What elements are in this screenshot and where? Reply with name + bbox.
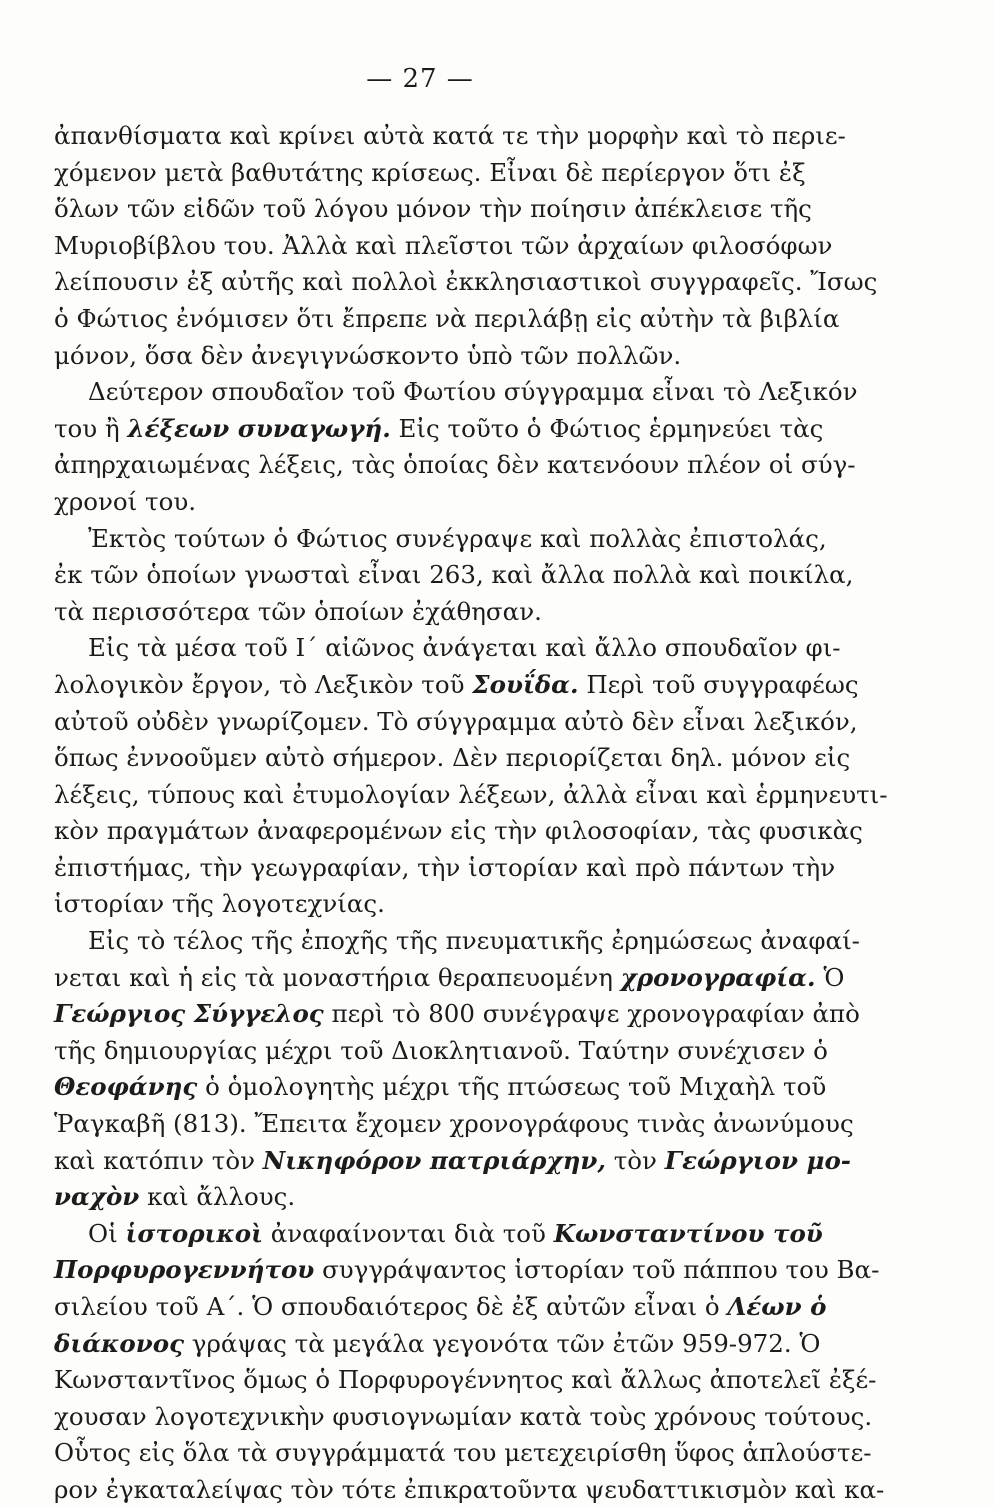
- emphasized-term: Πορφυρογεννήτου: [54, 1255, 315, 1285]
- text-line: [54, 557, 854, 594]
- text-segment: Ὁ: [815, 962, 845, 992]
- text-line: [54, 447, 856, 484]
- text-segment: λείπουσιν ἐξ αὐτῆς καὶ πολλοὶ ἐκκλησιαστικοὶ συγγραφεῖς. Ἴσως: [54, 267, 878, 297]
- text-line: [54, 155, 806, 192]
- text-segment: σιλείου τοῦ Α΄. Ὁ σπουδαιότερος δὲ ἐξ αὐτῶν εἶναι ὁ: [54, 1292, 728, 1321]
- text-segment: ἀναφαίνονται διὰ τοῦ: [262, 1218, 554, 1248]
- text-line: [54, 594, 794, 631]
- text-segment: του ἢ: [54, 413, 128, 443]
- text-segment: Εἰς τὸ τέλος τῆς ἐποχῆς τῆς πνευματικῆς ἐρημώσεως ἀναφαί-: [88, 926, 860, 956]
- text-line: [54, 1399, 873, 1436]
- text-line: [54, 923, 860, 960]
- text-segment: περὶ τὸ 800 συνέγραψε χρονογραφίαν ἀπὸ: [323, 999, 860, 1029]
- emphasized-term: λέξεων συναγωγή.: [127, 413, 391, 443]
- text-line: [54, 1289, 827, 1326]
- text-line: [54, 850, 836, 887]
- text-line: [54, 886, 794, 923]
- text-segment: ἐκ τῶν ὁποίων γνωσταὶ εἶναι 263, καὶ ἄλλα πολλὰ καὶ ποικίλα,: [54, 560, 854, 590]
- text-line: [54, 740, 851, 777]
- emphasized-term: ναχὸν: [54, 1182, 140, 1212]
- emphasized-term: Σουΐδα.: [472, 669, 579, 699]
- text-segment: Δεύτερον σπουδαῖον τοῦ Φωτίου σύγγραμμα εἶναι τὸ Λεξικόν: [88, 377, 858, 407]
- text-segment: ἱστορίαν τῆς λογοτεχνίας.: [54, 889, 385, 919]
- emphasized-term: Λέων ὁ: [727, 1292, 827, 1321]
- text-line: [54, 338, 794, 375]
- text-segment: κὸν πραγμάτων ἀναφερομένων εἰς τὴν φιλοσοφίαν, τὰς φυσικὰς: [54, 816, 863, 846]
- text-segment: Μυριοβίβλου του. Ἀλλὰ καὶ πλεῖστοι τῶν ἀρχαίων φιλοσόφων: [54, 230, 833, 260]
- text-line: [54, 1033, 828, 1070]
- text-line: [54, 484, 794, 521]
- emphasized-term: Γεώργιος Σύγγελος: [54, 999, 324, 1029]
- text-line: [54, 228, 833, 265]
- text-segment: χουσαν λογοτεχνικὴν φυσιογνωμίαν κατὰ τοὺς χρόνους τούτους.: [54, 1401, 873, 1431]
- text-line: [54, 1472, 885, 1509]
- text-line: [54, 1216, 823, 1253]
- text-line: [54, 1069, 827, 1106]
- text-line: [54, 374, 858, 411]
- text-line: [54, 996, 860, 1033]
- text-segment: Κωνσταντῖνος ὅμως ὁ Πορφυρογέννητος καὶ ἄλλως ἀποτελεῖ ἐξέ-: [54, 1365, 877, 1395]
- text-segment: ὅλων τῶν εἰδῶν τοῦ λόγου μόνον τὴν ποίησιν ἀπέκλεισε τῆς: [54, 194, 812, 224]
- text-segment: τὰ περισσότερα τῶν ὁποίων ἐχάθησαν.: [54, 596, 542, 626]
- text-segment: νεται καὶ ἡ εἰς τὰ μοναστήρια θεραπευομένη: [54, 962, 621, 992]
- text-segment: ὁ Φώτιος ἐνόμισεν ὅτι ἔπρεπε νὰ περιλάβῃ εἰς αὐτὴν τὰ βιβλία: [54, 303, 840, 333]
- text-line: [54, 1143, 851, 1180]
- text-line: [54, 813, 863, 850]
- text-segment: Ἐκτὸς τούτων ὁ Φώτιος συνέγραψε καὶ πολλὰς ἐπιστολάς,: [88, 523, 827, 553]
- page-number: — 27 —: [366, 64, 474, 94]
- text-line: [54, 301, 840, 338]
- emphasized-term: Θεοφάνης: [54, 1072, 198, 1102]
- text-segment: τὸν: [605, 1145, 665, 1175]
- text-line: [54, 1179, 794, 1216]
- text-segment: χρονοί του.: [54, 486, 197, 516]
- text-segment: Οὗτος εἰς ὅλα τὰ συγγράμματά του μετεχειρίσθη ὕφος ἁπλούστε-: [54, 1438, 872, 1468]
- text-segment: αὐτοῦ οὐδὲν γνωρίζομεν. Τὸ σύγγραμμα αὐτὸ δὲν εἶναι λεξικόν,: [54, 706, 858, 736]
- text-segment: Εἰς τοῦτο ὁ Φώτιος ἑρμηνεύει τὰς: [390, 413, 824, 443]
- text-line: [54, 704, 858, 741]
- text-segment: ἀπηρχαιωμένας λέξεις, τὰς ὁποίας δὲν κατενόουν πλέον οἱ σύγ-: [54, 450, 856, 480]
- text-line: [54, 118, 846, 155]
- text-segment: λολογικὸν ἔργον, τὸ Λεξικὸν τοῦ: [54, 669, 473, 699]
- text-segment: καὶ κατόπιν τὸν: [54, 1145, 263, 1175]
- text-line: [54, 777, 888, 814]
- emphasized-term: ἱστορικοὶ: [125, 1218, 263, 1248]
- text-line: [54, 1252, 880, 1289]
- text-line: [54, 667, 859, 704]
- text-line: [54, 411, 824, 448]
- text-line: [54, 264, 878, 301]
- text-segment: καὶ ἄλλους.: [139, 1182, 296, 1212]
- text-segment: χόμενον μετὰ βαθυτάτης κρίσεως. Εἶναι δὲ περίεργον ὅτι ἐξ: [54, 157, 806, 187]
- text-segment: ρον ἐγκαταλείψας τὸν τότε ἐπικρατοῦντα ψευδαττικισμὸν καὶ κα-: [54, 1474, 885, 1504]
- text-segment: συγγράψαντος ἱστορίαν τοῦ πάππου του Βα-: [314, 1255, 880, 1285]
- text-segment: Περὶ τοῦ συγγραφέως: [578, 669, 859, 699]
- text-segment: Ῥαγκαβῆ (813). Ἔπειτα ἔχομεν χρονογράφους τινὰς ἀνωνύμους: [54, 1109, 854, 1139]
- text-segment: μόνον, ὅσα δὲν ἀνεγιγνώσκοντο ὑπὸ τῶν πολλῶν.: [54, 340, 682, 370]
- text-segment: ὅπως ἐννοοῦμεν αὐτὸ σήμερον. Δὲν περιορίζεται δηλ. μόνον εἰς: [54, 743, 851, 773]
- text-line: [54, 1362, 877, 1399]
- text-line: [54, 1326, 821, 1363]
- text-line: [54, 1106, 854, 1143]
- emphasized-term: χρονογραφία.: [620, 962, 816, 992]
- text-segment: τῆς δημιουργίας μέχρι τοῦ Διοκλητιανοῦ. Ταύτην συνέχισεν ὁ: [54, 1035, 828, 1065]
- emphasized-term: Κωνσταντίνου τοῦ: [553, 1218, 823, 1248]
- text-line: [54, 191, 812, 228]
- emphasized-term: Νικηφόρον πατριάρχην,: [262, 1145, 606, 1175]
- text-segment: ἐπιστήμας, τὴν γεωγραφίαν, τὴν ἱστορίαν καὶ πρὸ πάντων τὴν: [54, 852, 836, 882]
- text-line: [54, 521, 827, 558]
- text-segment: Οἱ: [88, 1218, 126, 1248]
- text-segment: Εἰς τὰ μέσα τοῦ Ι΄ αἰῶνος ἀνάγεται καὶ ἄλλο σπουδαῖον φι-: [88, 633, 841, 663]
- emphasized-term: Γεώργιον μο-: [664, 1145, 851, 1175]
- text-line: [54, 1435, 872, 1472]
- text-line: [54, 960, 845, 997]
- text-segment: λέξεις, τύπους καὶ ἐτυμολογίαν λέξεων, ἀλλὰ εἶναι καὶ ἑρμηνευτι-: [54, 779, 888, 809]
- text-segment: ὁ ὁμολογητὴς μέχρι τῆς πτώσεως τοῦ Μιχαὴλ τοῦ: [197, 1072, 827, 1102]
- text-segment: ἀπανθίσματα καὶ κρίνει αὐτὰ κατά τε τὴν μορφὴν καὶ τὸ περιε-: [54, 121, 846, 150]
- emphasized-term: διάκονος: [54, 1328, 185, 1358]
- text-segment: γράψας τὰ μεγάλα γεγονότα τῶν ἐτῶν 959-972. Ὁ: [184, 1328, 821, 1358]
- body-text: [54, 118, 888, 1509]
- text-line: [54, 630, 841, 667]
